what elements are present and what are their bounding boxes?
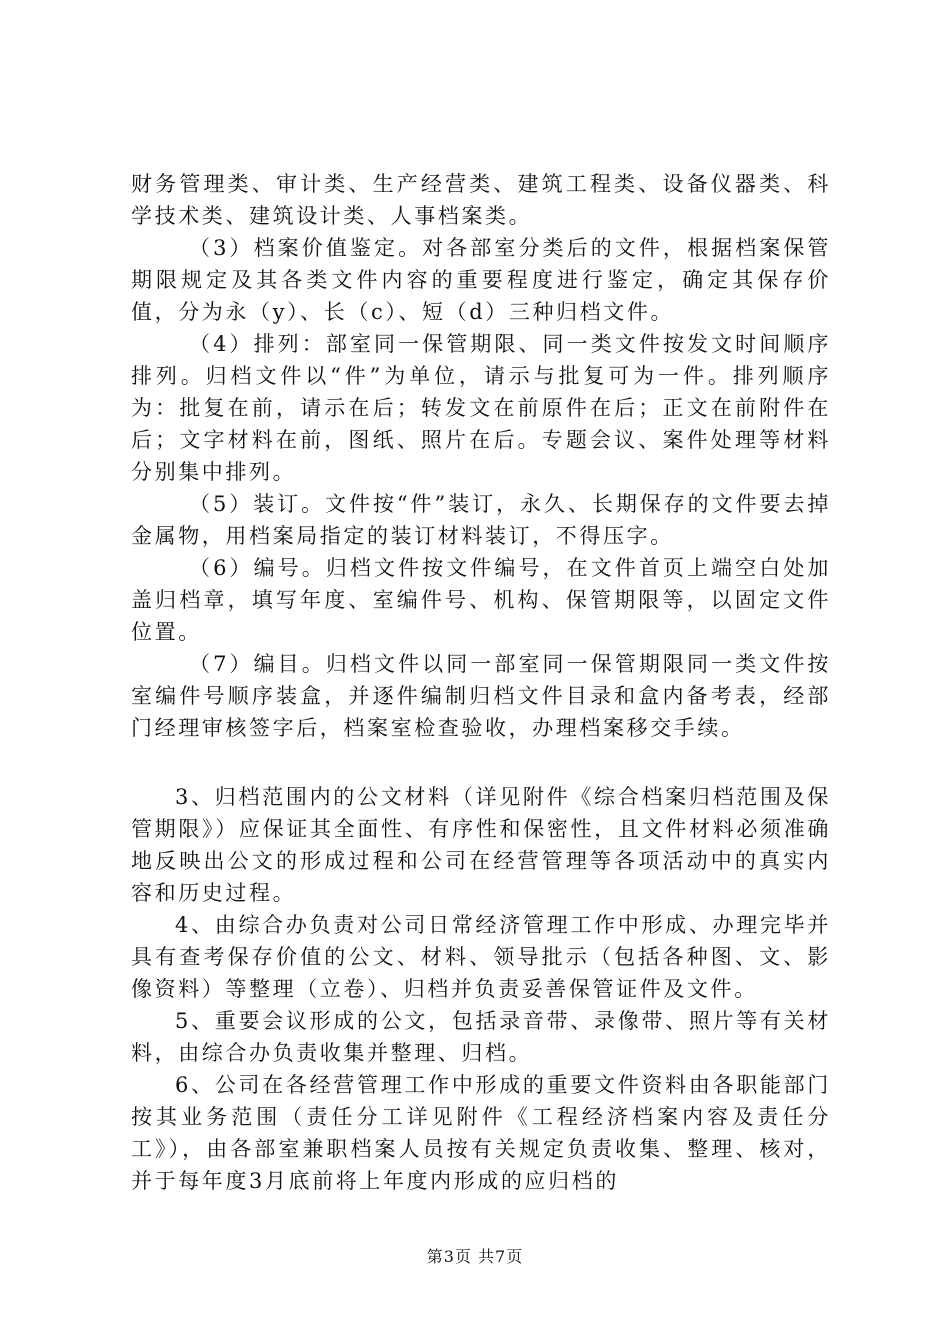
- paragraph-spacer: [131, 744, 831, 781]
- page-number-footer: 第3页 共7页: [426, 1247, 524, 1266]
- paragraph-item-6: 6、公司在各经营管理工作中形成的重要文件资料由各职能部门按其业务范围（责任分工详见附件《工程经济档案内容及责任分工》），由各部室兼职档案人员按有关规定负责收集、整理、核对，并于每年度3月底前将上年度内形成的应归档的: [131, 1073, 831, 1193]
- paragraph-category-list: 财务管理类、审计类、生产经营类、建筑工程类、设备仪器类、科学技术类、建筑设计类、人事档案类。: [131, 172, 831, 228]
- paragraph-step-6-numbering: （6）编号。归档文件按文件编号，在文件首页上端空白处加盖归档章，填写年度、室编件号、机构、保管期限等，以固定文件位置。: [131, 556, 831, 644]
- paragraph-item-4: 4、由综合办负责对公司日常经济管理工作中形成、办理完毕并具有查考保存价值的公文、材料、领导批示（包括各种图、文、影像资料）等整理（立卷）、归档并负责妥善保管证件及文件。: [131, 913, 831, 1001]
- paragraph-step-4-arrangement: （4）排列：部室同一保管期限、同一类文件按发文时间顺序排列。归档文件以“件”为单位，请示与批复可为一件。排列顺序为：批复在前，请示在后；转发文在前原件在后；正文在前附件在后；文字材料在前，图纸、照片在后。专题会议、案件处理等材料分别集中排列。: [131, 332, 831, 484]
- document-body: [131, 168, 831, 1197]
- paragraph-step-7-cataloguing: （7）编目。归档文件以同一部室同一保管期限同一类文件按室编件号顺序装盒，并逐件编制归档文件目录和盒内备考表，经部门经理审核签字后，档案室检查验收，办理档案移交手续。: [131, 652, 831, 740]
- paragraph-step-3-appraisal: （3）档案价值鉴定。对各部室分类后的文件，根据档案保管期限规定及其各类文件内容的重要程度进行鉴定，确定其保存价值，分为永（y）、长（c）、短（d）三种归档文件。: [131, 236, 831, 324]
- paragraph-item-5: 5、重要会议形成的公文，包括录音带、录像带、照片等有关材料，由综合办负责收集并整理、归档。: [131, 1009, 831, 1065]
- paragraph-item-3: 3、归档范围内的公文材料（详见附件《综合档案归档范围及保管期限》）应保证其全面性、有序性和保密性，且文件材料必须准确地反映出公文的形成过程和公司在经营管理等各项活动中的真实内容和历史过程。: [131, 785, 831, 905]
- paragraph-step-5-binding: （5）装订。文件按“件”装订，永久、长期保存的文件要去掉金属物，用档案局指定的装订材料装订，不得压字。: [131, 492, 831, 548]
